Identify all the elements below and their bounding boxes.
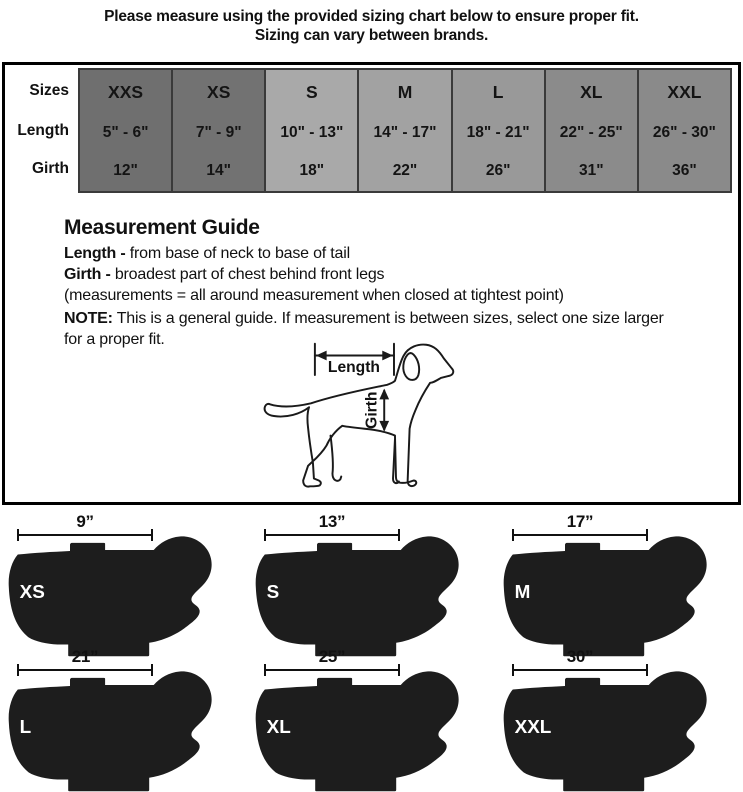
dog-diagram-svg [255, 334, 615, 500]
size-value: S [306, 82, 318, 102]
size-value: XL [580, 82, 603, 102]
column-xl [544, 70, 637, 191]
coat-size-label: XL [266, 716, 291, 738]
coat-measurement-label: 13” [318, 512, 346, 531]
size-value: M [397, 82, 413, 102]
dog-ear [403, 353, 419, 380]
size-chart-table [5, 68, 732, 193]
girth-value: 36" [672, 161, 697, 179]
column-s [264, 70, 357, 191]
note-desc: This is a general guide. If measurement is between sizes, select one size larger for a proper fit. [64, 310, 664, 348]
coat-size-label: XXL [514, 716, 552, 738]
coat-silhouette [254, 534, 461, 657]
length-arrow-label: Length [327, 359, 380, 377]
girth-desc: broadest part of chest behind front legs [110, 266, 385, 283]
coat-measurement-label: 17” [566, 512, 594, 531]
header-line-2: Sizing can vary between brands. [254, 27, 489, 44]
column-xxl [637, 70, 730, 191]
coat-measurement-label: 21” [71, 647, 99, 666]
girth-value: 26" [485, 161, 511, 179]
coat-measurement-label: 25” [318, 647, 346, 666]
girth-term: Girth - [64, 266, 111, 283]
length-value: 5" - 6" [102, 123, 149, 141]
coat-size-label: M [514, 581, 531, 603]
coat-cell-s [247, 510, 495, 645]
row-label-length: Length [17, 121, 69, 139]
length-arrowhead-right [382, 351, 393, 361]
measurement-guide-title: Measurement Guide [64, 216, 260, 239]
size-value: XXS [108, 82, 144, 102]
row-label-sizes: Sizes [29, 81, 69, 99]
header-text [0, 0, 743, 45]
length-value: 14" - 17" [373, 123, 437, 141]
coat-size-label: S [266, 581, 280, 603]
coat-shape [9, 671, 212, 791]
girth-arrowhead-top [379, 389, 389, 400]
measurement-guide [64, 216, 679, 350]
length-desc: from base of neck to base of tail [125, 245, 350, 262]
length-term: Length - [64, 245, 126, 262]
coat-sizes-grid [0, 510, 743, 781]
girth-value: 12" [113, 161, 138, 179]
girth-arrowhead-bottom [379, 421, 389, 432]
dog-far-rear-leg [331, 436, 342, 481]
coat-shape [504, 536, 707, 656]
coat-size-label: L [19, 716, 32, 738]
row-label-girth: Girth [31, 159, 69, 177]
table-columns [78, 68, 732, 193]
coat-cell-xl [247, 645, 495, 781]
length-arrowhead-left [316, 351, 327, 361]
coat-cell-m [495, 510, 743, 645]
column-xxs [80, 70, 171, 191]
girth-value: 14" [206, 161, 231, 179]
coat-silhouette [7, 669, 214, 792]
size-value: XS [207, 82, 231, 102]
dog-measurement-diagram [255, 334, 615, 500]
length-value: 7" - 9" [195, 123, 242, 141]
coat-measurement-label: 9” [76, 512, 94, 531]
girth-value: 22" [392, 161, 418, 179]
note-term: NOTE: [64, 310, 113, 327]
coat-cell-xxl [495, 645, 743, 781]
header-line-1: Please measure using the provided sizing chart below to ensure proper fit. [104, 8, 639, 25]
size-value: L [492, 82, 504, 102]
coat-silhouette [7, 534, 214, 657]
length-value: 10" - 13" [280, 123, 344, 141]
coat-measurement-label: 30” [566, 647, 594, 666]
sizing-chart-box [2, 62, 741, 505]
girth-value: 18" [299, 161, 325, 179]
column-l [451, 70, 544, 191]
coat-cell-xs [0, 510, 247, 645]
coat-silhouette [502, 534, 709, 657]
length-value: 26" - 30" [652, 123, 716, 141]
length-value: 22" - 25" [559, 123, 623, 141]
column-xs [171, 70, 264, 191]
coat-silhouette [502, 669, 709, 792]
coat-shape [256, 536, 459, 656]
girth-value: 31" [578, 161, 604, 179]
column-m [357, 70, 450, 191]
coat-cell-l [0, 645, 247, 781]
measurements-note: (measurements = all around measurement when closed at tightest point) [64, 287, 564, 304]
size-value: XXL [667, 82, 702, 102]
length-value: 18" - 21" [466, 123, 530, 141]
girth-definition [64, 264, 679, 285]
coat-size-label: XS [19, 581, 45, 603]
table-row-labels [5, 68, 78, 193]
girth-arrow-label: Girth [363, 391, 381, 429]
length-definition [64, 243, 679, 264]
coat-silhouette [254, 669, 461, 792]
